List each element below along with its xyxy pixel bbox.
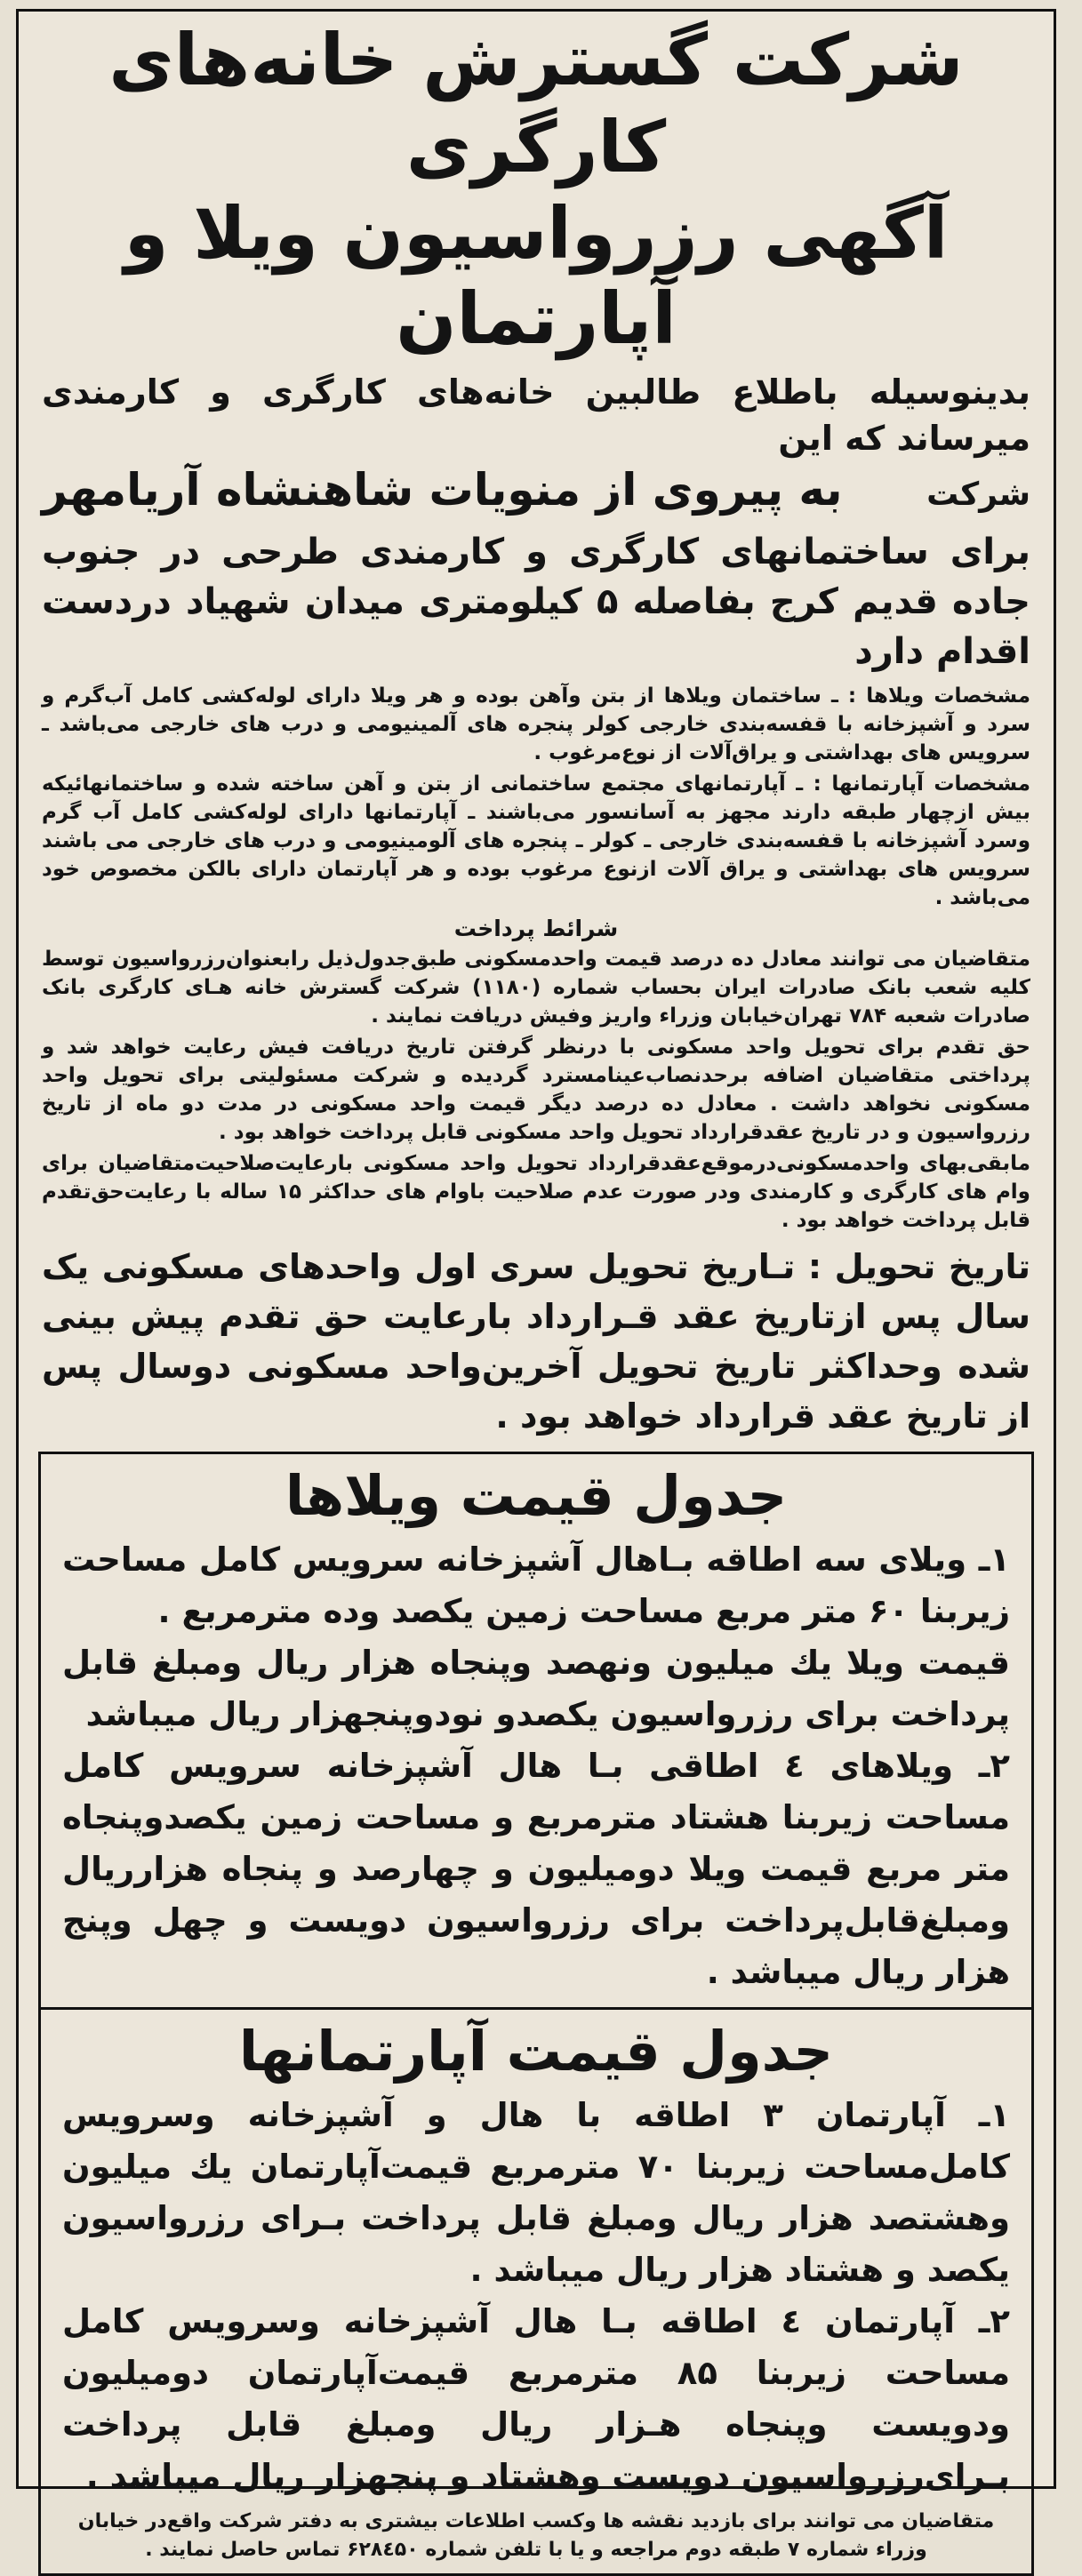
- villa-specs: مشخصات ویلاها : ـ ساختمان ویلاها از بتن وآهن بوده و هر ویلا دارای لوله‌کشی کامل آب‌گرم و سرد و آشپزخانه با قفسه‌بندی خارجی کولر پنجره های آلمینیومی و درب های خارجی می‌باشد ـ سرویس های بهداشتی و یراق‌آلات از نوع‌مرغوب .: [42, 684, 1030, 764]
- apartment-price-item: ۲ـ آپارتمان ٤ اطاقه بـا هال آشپزخانه وسرویس کامل مساحت زیربنا ۸۵ مترمربع قیمت‌آپارتمان دومیلیون ودویست وپنجاه هـزار ریال ومبلغ قابل پرداخت بـرای‌رزرواسیون دویست وهشتاد و پنجهزار ریال میباشد .: [62, 2302, 1010, 2495]
- apartment-price-title: جدول قیمت آپارتمانها: [238, 2019, 834, 2084]
- villa-price-item: قیمت ویلا یك میلیون ونهصد وپنجاه هزار ریال ومبلغ قابل پرداخت برای رزرواسیون یکصدو نودوپنجهزار ریال میباشد: [62, 1644, 1010, 1733]
- intro-company-word: شرکت: [926, 476, 1030, 513]
- villa-price-title: جدول قیمت ویلاها: [285, 1463, 788, 1528]
- payment-heading: شرائط پرداخت: [453, 916, 619, 941]
- intro-line-2: [42, 461, 1030, 518]
- contact-footer: متقاضیان می توانند برای بازدید نقشه ها وکسب اطلاعات بیشتری به دفتر شرکت واقع‌در خیابان وزراء شماره ۷ طبقه دوم مراجعه و یا با تلفن شماره ۶۲۸٤۵۰ تماس حاصل نمایند .: [77, 2510, 995, 2561]
- villa-price-item: ۱ـ ویلای سه اطاقه بـاهال آشپزخانه سرویس کامل مساحت زیربنا ۶۰ متر مربع مساحت زمین یکصد وده مترمربع .: [62, 1540, 1010, 1630]
- payment-paragraph-3: مابقی‌بهای واحدمسکونی‌درموقع‌عقدقرارداد تحویل واحد مسکونی بارعایت‌صلاحیت‌متقاضیان برای وام های کارگری و کارمندی ودر صورت عدم صلاحیت باوام های حداکثر ۱۵ ساله با رعایت‌حق‌تقدم قابل پرداخت خواهد بود .: [42, 1152, 1030, 1232]
- payment-paragraph-1: متقاضیان می توانند معادل ده درصد قیمت واحدمسکونی طبق‌جدول‌ذیل رابعنوان‌رزرواسیون توسط کلیه شعب بانک صادرات ایران بحساب شماره (۱۱۸۰) شرکت گسترش خانه هـای کارگری بانک صادرات شعبه ۷۸۴ تهران‌خیابان وزراء واریز وفیش دریافت نمایند .: [42, 948, 1030, 1028]
- advertisement-page: [16, 9, 1056, 2561]
- ad-title: آگهی رزرواسیون ویلا و آپارتمان: [124, 192, 949, 360]
- apartment-price-table: [41, 2007, 1031, 2573]
- intro-line: بدینوسیله باطلاع طالبین خانه‌های کارگری و کارمندی میرساند که این: [42, 372, 1030, 458]
- intro-royal-phrase: به پیروی از منویات شاهنشاه آریامهر: [42, 464, 843, 516]
- apartment-price-item: ۱ـ آپارتمان ۳ اطاقه با هال و آشپزخانه وسرویس کامل‌مساحت زیربنا ۷۰ مترمربع قیمت‌آپارتمان یك میلیون وهشتصد هزار ریال ومبلغ قابل پرداخت بـرای رزرواسیون یکصد و هشتاد هزار ریال میباشد .: [62, 2096, 1011, 2289]
- villa-price-table: [41, 1454, 1031, 2007]
- advertisement-body: [19, 17, 1054, 1441]
- delivery-terms: تاریخ تحویل : تـاریخ تحویل سری اول واحدهای مسکونی یک سال پس ازتاریخ عقد قـرارداد بارعایت حق تقدم پیش بینی شده وحداکثر تاریخ تحویل آخرین‌واحد مسکونی دوسال پس از تاریخ عقد قرارداد خواهد بود .: [42, 1247, 1030, 1436]
- payment-paragraph-2: حق تقدم برای تحویل واحد مسکونی با درنظر گرفتن تاریخ دریافت فیش رعایت خواهد شد و پرداختی متقاضیان اضافه برحدنصاب‌عینامسترد گردیده و شرکت مسئولیتی برای تحویل واحد مسکونی نخواهد داشت . معادل ده درصد دیگر قیمت واحد مسکونی در مدت دو ماه از تاریخ رزرواسیون و در تاریخ عقدقرارداد تحویل واحد مسکونی قابل پرداخت خواهد بود .: [42, 1036, 1030, 1144]
- project-lead: برای ساختمانهای کارگری و کارمندی طرحی در جنوب جاده قدیم کرج بفاصله ۵ کیلومتری میدان شهیاد دردست اقدام دارد: [42, 532, 1030, 672]
- price-tables: [38, 1452, 1034, 2576]
- apartment-specs: مشخصات آپارتمانها : ـ آپارتمانهای مجتمع ساختمانی از بتن و آهن ساخته شده و ساختمانهائیکه بیش ازچهار طبقه دارند مجهز به آسانسور می‌باشند ـ آپارتمانها دارای لوله‌کشی کامل آب گرم وسرد آشپزخانه با قفسه‌بندی خارجی ـ کولر ـ پنجره های آلومینیومی و درب های خارجی می باشند سرویس های بهداشتی و یراق آلات ازنوع مرغوب بوده و هر آپارتمان دارای بالکن مخصوص خود می‌باشد .: [42, 772, 1030, 909]
- villa-price-item: ۲ـ ویلاهای ٤ اطاقی بـا هال آشپزخانه سرویس کامل مساحت زیربنا هشتاد مترمربع و مساحت زمین یکصدوپنجاه متر مربع قیمت ویلا دومیلیون و چهارصد و پنجاه هزارریال ومبلغ‌قابل‌پرداخت برای رزرواسیون دویست و چهل وپنج هزار ریال میباشد .: [62, 1747, 1011, 1991]
- company-title: شرکت گسترش خانه‌های کارگری: [108, 19, 964, 188]
